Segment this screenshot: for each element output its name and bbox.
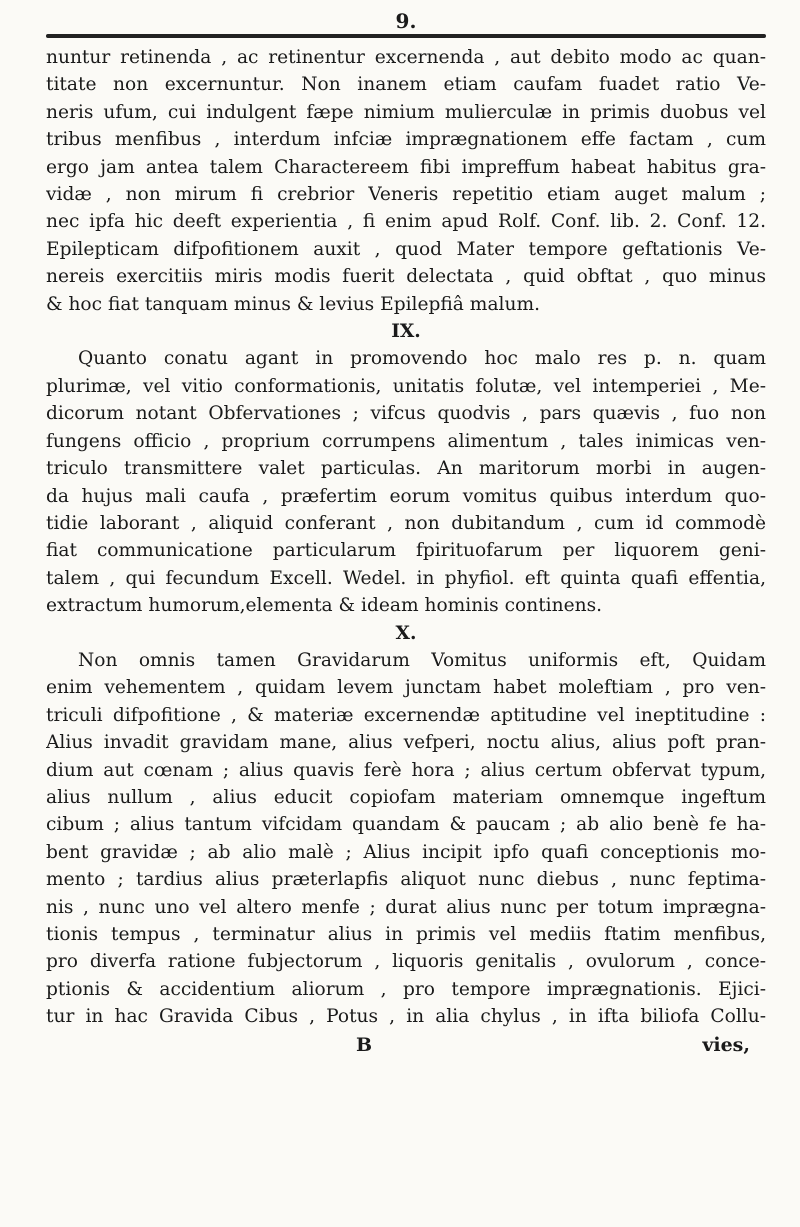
section-heading: IX. — [391, 321, 421, 343]
text-line: talem , qui fecundum Excell. Wedel. in phyfiol. eft quinta quafi effentia, — [46, 567, 766, 589]
body-text — [46, 44, 766, 1031]
text-line: tidie laborant , aliquid conferant , non dubitandum , cum id commodè — [46, 512, 766, 534]
text-line: Epilepticam difpofitionem auxit , quod Mater tempore geftationis Ve- — [46, 238, 766, 260]
text-line: bent gravidæ ; ab alio malè ; Alius incipit ipfo quafi conceptionis mo- — [46, 841, 766, 863]
page-number: 9. — [395, 9, 417, 33]
text-line: fiat communicatione particularum fpirituofarum per liquorem geni- — [46, 540, 766, 562]
text-line: ptionis & accidentium aliorum , pro tempore imprægnationis. Ejici- — [46, 978, 766, 1000]
text-line: mento ; tardius alius præterlapfis aliquot nunc diebus , nunc feptima- — [46, 869, 766, 891]
text-line: vidæ , non mirum fi crebrior Veneris repetitio etiam auget malum ; — [46, 184, 766, 206]
text-line: dium aut cœnam ; alius quavis ferè hora ; alius certum obfervat typum, — [46, 759, 766, 781]
text-line: nuntur retinenda , ac retinentur excernenda , aut debito modo ac quan- — [46, 47, 766, 68]
text-line: Non omnis tamen Gravidarum Vomitus uniformis eft, Quidam — [78, 649, 766, 671]
text-line: nereis exercitiis miris modis fuerit delectata , quid obftat , quo minus — [46, 266, 766, 288]
text-line: pro diverfa ratione fubjectorum , liquoris genitalis , ovulorum , conce- — [46, 951, 766, 973]
text-line: & hoc fiat tanquam minus & levius Epilepfiâ malum. — [46, 293, 540, 315]
signature-mark: B — [356, 1033, 373, 1056]
text-line: Alius invadit gravidam mane, alius vefperi, noctu alius, alius poft pran- — [46, 732, 766, 754]
text-line: alius nullum , alius educit copiofam materiam omnemque ingeftum — [46, 786, 766, 808]
text-line: titate non excernuntur. Non inanem etiam caufam fuadet ratio Ve- — [46, 74, 766, 96]
text-line: nis , nunc uno vel altero menfe ; durat alius nunc per totum imprægna- — [46, 896, 766, 918]
text-line: tur in hac Gravida Cibus , Potus , in alia chylus , in ifta biliofa Collu- — [46, 1006, 766, 1028]
text-line: neris ufum, cui indulgent fæpe nimium mulierculæ in primis duobus vel — [46, 101, 766, 123]
text-line: plurimæ, vel vitio conformationis, unitatis folutæ, vel intemperiei , Me- — [46, 375, 766, 397]
text-line: nec ipfa hic deeft experientia , fi enim apud Rolf. Conf. lib. 2. Conf. 12. — [46, 211, 766, 233]
text-line: extractum humorum,elementa & ideam hominis continens. — [46, 595, 603, 617]
catchword: vies, — [702, 1033, 750, 1056]
text-line: da hujus mali caufa , præfertim eorum vomitus quibus interdum quo- — [46, 485, 766, 507]
header-rule — [46, 34, 766, 38]
text-line: Quanto conatu agant in promovendo hoc malo res p. n. quam — [78, 348, 766, 370]
text-line: triculi difpofitione , & materiæ excernendæ aptitudine vel ineptitudine : — [46, 704, 766, 726]
text-line: triculo transmittere valet particulas. An maritorum morbi in augen- — [46, 458, 766, 480]
text-line: ergo jam antea talem Charactereem fibi impreffum habeat habitus gra- — [46, 156, 766, 178]
text-line: enim vehementem , quidam levem junctam habet moleftiam , pro ven- — [46, 677, 766, 699]
text-line: tionis tempus , terminatur alius in primis vel mediis ftatim menfibus, — [46, 924, 766, 945]
text-line: tribus menfibus , interdum infciæ imprægnationem effe factam , cum — [46, 129, 766, 151]
text-line: fungens officio , proprium corrumpens alimentum , tales inimicas ven- — [46, 430, 766, 452]
text-line: dicorum notant Obfervationes ; vifcus quodvis , pars quævis , fuo non — [46, 403, 766, 425]
page-footer — [46, 1031, 766, 1059]
section-heading: X. — [395, 622, 417, 644]
text-line: cibum ; alius tantum vifcidam quandam & paucam ; ab alio benè fe ha- — [46, 814, 766, 836]
